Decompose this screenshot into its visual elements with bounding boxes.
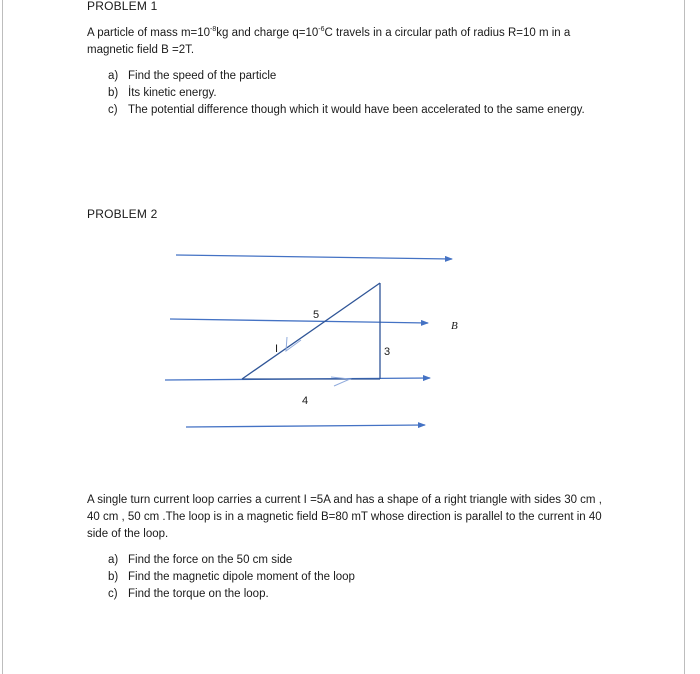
mass-exponent: -8 xyxy=(210,26,217,33)
item-text: The potential difference though which it would have been accelerated to the same energy. xyxy=(128,104,585,116)
item-letter: c) xyxy=(108,588,118,600)
label-base-4: 4 xyxy=(302,395,309,407)
field-line-2 xyxy=(170,319,428,323)
problem2-statement-line1: A single turn current loop carries a current I =5A and has a shape of a right triangle with sides 30 cm , xyxy=(87,494,602,506)
problem1-text-radius: C travels in a circular path of radius R=10 m in a xyxy=(324,27,571,39)
item-text: İts kinetic energy. xyxy=(128,87,217,99)
problem2-item-b xyxy=(108,569,355,586)
problem2-heading: PROBLEM 2 xyxy=(87,207,158,221)
item-letter: a) xyxy=(108,554,119,566)
item-text: Find the torque on the loop. xyxy=(128,588,269,600)
label-hypotenuse-5: 5 xyxy=(313,309,320,321)
charge-exponent: -6 xyxy=(318,26,325,33)
field-line-1 xyxy=(176,255,452,259)
item-letter: a) xyxy=(108,70,119,82)
problem1-text-charge: kg and charge q=10 xyxy=(216,27,319,39)
label-vertical-3: 3 xyxy=(384,346,391,358)
label-field-B: B⃗ xyxy=(451,320,467,332)
problem2-statement-line3: side of the loop. xyxy=(87,528,169,540)
item-letter: b) xyxy=(108,87,119,99)
problem2-statement-line2: 40 cm , 50 cm .The loop is in a magnetic field B=80 mT whose direction is parallel to the current in 40 xyxy=(87,511,602,523)
problem1-heading: PROBLEM 1 xyxy=(87,0,158,13)
problem2-item-c xyxy=(108,586,269,603)
item-text: Find the speed of the particle xyxy=(128,70,277,82)
label-current-I: I xyxy=(275,343,279,355)
item-letter: b) xyxy=(108,571,119,583)
field-line-4 xyxy=(186,425,425,427)
problem1-statement-line2: magnetic field B =2T. xyxy=(87,44,195,56)
item-text: Find the force on the 50 cm side xyxy=(128,554,293,566)
problem2-item-a xyxy=(108,552,292,569)
triangle-hypotenuse xyxy=(242,283,380,379)
problem1-text-mass: A particle of mass m=10 xyxy=(87,27,211,39)
item-text: Find the magnetic dipole moment of the loop xyxy=(128,571,355,583)
item-letter: c) xyxy=(108,104,118,116)
